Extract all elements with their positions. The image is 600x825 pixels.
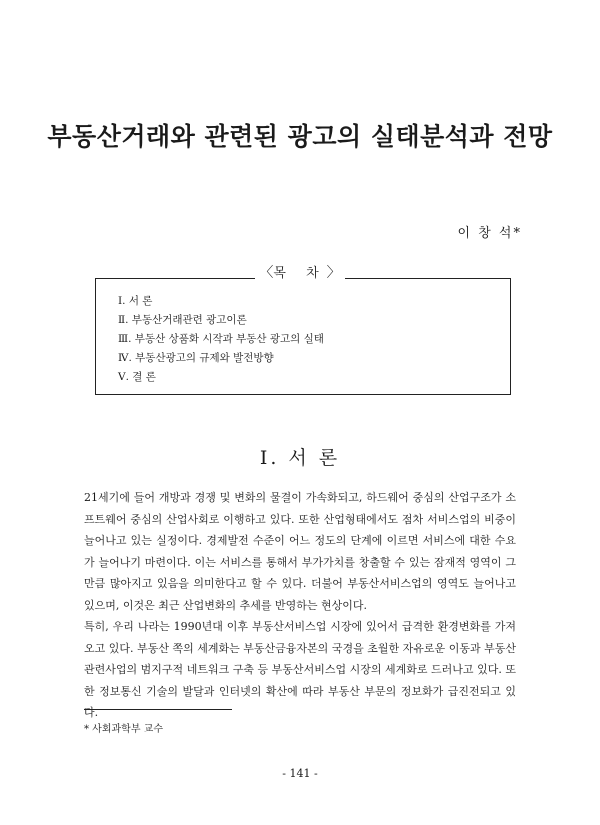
toc-list [118, 292, 324, 387]
author-name: 이 창 석* [457, 226, 522, 241]
toc-right-bracket: 〉 [326, 265, 341, 281]
toc-item: Ⅰ. 서 론 [118, 295, 153, 307]
toc-item: Ⅱ. 부동산거래관련 광고이론 [118, 314, 247, 326]
toc-item: Ⅴ. 결 론 [118, 371, 156, 383]
section-heading: Ⅰ. 서 론 [259, 447, 341, 469]
toc-left-bracket: 〈 [259, 265, 274, 281]
footnote: * 사회과학부 교수 [84, 724, 163, 735]
toc-heading-label: 목 차 [273, 266, 327, 281]
paper-title: 부동산거래와 관련된 광고의 실태분석과 전망 [47, 122, 553, 151]
toc-item: Ⅲ. 부동산 상품화 시작과 부동산 광고의 실태 [118, 333, 324, 345]
body-paragraph: 21세기에 들어 개방과 경쟁 및 변화의 물결이 가속화되고, 하드웨어 중심의 산업구조가 소프트웨어 중심의 산업사회로 이행하고 있다. 또한 산업형태에서도 점차 서비스업의 비중이 늘어나고 있는 실정이다. 경제발전 수준이 어느 정도의 단계에 이르면 서비스에 대한 수요가 늘어나기 마련이다. 이는 서비스를 통해서 부가가치를 창출할 수 있는 잠재적 영역이 그만큼 많아지고 있음을 의미한다고 할 수 있다. 더불어 부동산서비스업의 영역도 늘어나고 있으며, 이것은 최근 산업변화의 추세를 반영하는 현상이다. [84, 491, 516, 612]
footnote-divider [84, 709, 232, 710]
page-number: - 141 - [282, 767, 318, 780]
body-text [84, 487, 516, 724]
body-paragraph: 특히, 우리 나라는 1990년대 이후 부동산서비스업 시장에 있어서 급격한 환경변화를 가져오고 있다. 부동산 쪽의 세계화는 부동산금융자본의 국경을 초월한 자유로운 이동과 부동산관련사업의 범지구적 네트워크 구축 등 부동산서비스업 시장의 세계화로 드러나고 있다. 또한 정보통신 기술의 발달과 인터넷의 확산에 따라 부동산 부문의 정보화가 급진전되고 있다. [84, 620, 516, 719]
toc-item: Ⅳ. 부동산광고의 규제와 발전방향 [118, 352, 274, 364]
toc-heading [255, 262, 345, 284]
